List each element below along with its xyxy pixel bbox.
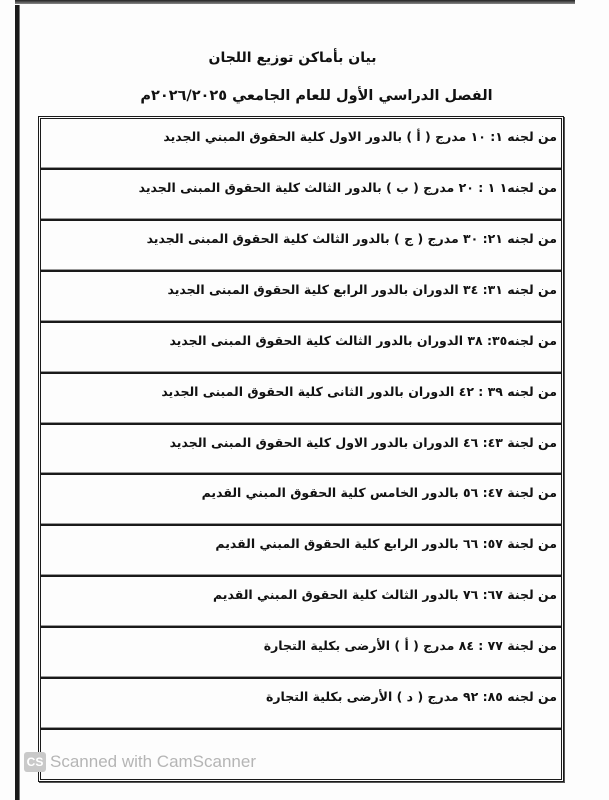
document-subtitle: الفصل الدراسي الأول للعام الجامعي ٢٠٢٦/٢٠٢٥م [140,88,493,104]
row-text: من لجنة ٤٣: ٤٦ الدوران بالدور الاول كلية الحقوق المبنى الجديد [169,434,557,450]
row-text: من لجنة ٥٧: ٦٦ بالدور الرابع كلية الحقوق المبني القديم [215,536,557,552]
table-row [41,119,561,170]
camscanner-watermark [24,752,256,772]
row-text: من لجنه١ ١ : ٢٠ مدرج ( ب ) بالدور الثالث كلية الحقوق المبنى الجديد [138,179,557,195]
scan-top-edge [15,0,575,4]
document-title: بيان بأماكن توزيع اللجان [208,50,377,66]
table-rows [41,119,561,779]
table-row [41,221,561,272]
table-row [41,577,561,628]
table-row [41,425,561,476]
table-row [41,526,561,577]
table-row [41,374,561,425]
table-row [41,323,561,374]
table-row [41,475,561,526]
row-text: من لجنه٣٥: ٣٨ الدوران بالدور الثالث كلية الحقوق المبنى الجديد [169,332,557,348]
row-text: من لجنة ٦٧: ٧٦ بالدور الثالث كلية الحقوق المبني القديم [213,587,557,603]
scan-left-edge [15,5,20,800]
table-row [41,628,561,679]
committee-locations-table [38,116,564,782]
row-text: من لجنه ٢١: ٣٠ مدرج ( ج ) بالدور الثالث كلية الحقوق المبنى الجديد [146,230,557,246]
row-text: من لجنه ٣٩ : ٤٢ الدوران بالدور الثانى كلية الحقوق المبنى الجديد [161,383,557,399]
watermark-text: Scanned with CamScanner [50,752,257,771]
table-row [41,679,561,730]
row-text: من لجنه ١: ١٠ مدرج ( أ ) بالدور الاول كلية الحقوق المبني الجديد [163,129,557,144]
row-text: من لجنة ٧٧ : ٨٤ مدرج ( أ ) الأرضى بكلية التجارة [263,638,557,654]
table-row [41,272,561,323]
table-row [41,170,561,221]
camscanner-logo-icon: CS [24,752,46,772]
row-text: من لجنة ٤٧: ٥٦ بالدور الخامس كلية الحقوق المبني القديم [201,485,557,501]
row-text: من لجنه ٣١: ٣٤ الدوران بالدور الرابع كلية الحقوق المبنى الجديد [167,281,557,297]
row-text: من لجنه ٨٥: ٩٢ مدرج ( د ) الأرضى بكلية التجارة [265,689,557,705]
